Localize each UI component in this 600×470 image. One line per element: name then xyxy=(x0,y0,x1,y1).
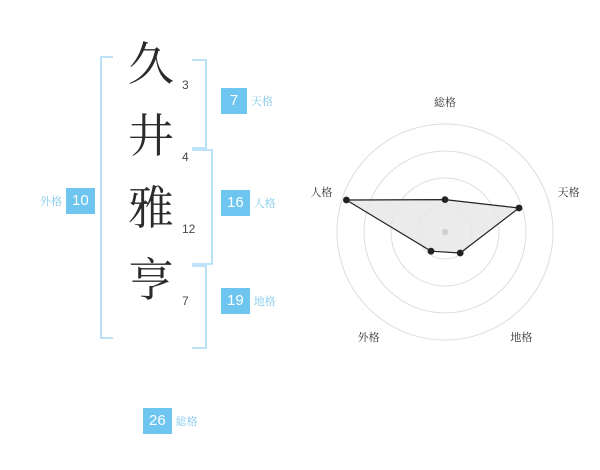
badge-jinkaku-value: 16 xyxy=(221,190,250,216)
radar-chart xyxy=(300,96,590,370)
kanji-character: 亨 xyxy=(128,253,174,307)
badge-jinkaku xyxy=(221,190,276,216)
badge-gaikaku-value: 10 xyxy=(66,188,95,214)
kanji-stroke-count: 3 xyxy=(182,78,189,92)
badge-chikaku xyxy=(221,288,276,314)
kanji-stroke-count: 4 xyxy=(182,150,189,164)
badge-chikaku-label: 地格 xyxy=(253,295,276,308)
kanji-stroke-count: 12 xyxy=(182,222,196,236)
badge-gaikaku-label: 外格 xyxy=(40,195,62,208)
badge-tenkaku xyxy=(221,88,273,114)
kanji-character: 雅 xyxy=(128,181,174,235)
badge-soukaku xyxy=(143,408,198,434)
radar-axis-label-chikaku: 地格 xyxy=(510,331,533,345)
badge-jinkaku-label: 人格 xyxy=(253,197,276,210)
radar-axis-label-soukaku: 総格 xyxy=(434,96,456,109)
radar-chart-svg xyxy=(300,110,590,370)
badge-soukaku-label: 総格 xyxy=(175,415,198,428)
badge-tenkaku-value: 7 xyxy=(221,88,247,114)
radar-axis-label-gaikaku: 外格 xyxy=(357,331,380,345)
badge-soukaku-value: 26 xyxy=(143,408,172,434)
radar-axis-label-tenkaku: 天格 xyxy=(557,185,580,199)
badge-chikaku-value: 19 xyxy=(221,288,250,314)
kanji-character: 井 xyxy=(128,109,174,163)
kanji-stroke-count: 7 xyxy=(182,294,189,308)
badge-gaikaku xyxy=(40,188,95,214)
badge-tenkaku-label: 天格 xyxy=(251,95,273,108)
kanji-character: 久 xyxy=(128,37,174,91)
radar-axis-label-jinkaku: 人格 xyxy=(310,185,333,199)
